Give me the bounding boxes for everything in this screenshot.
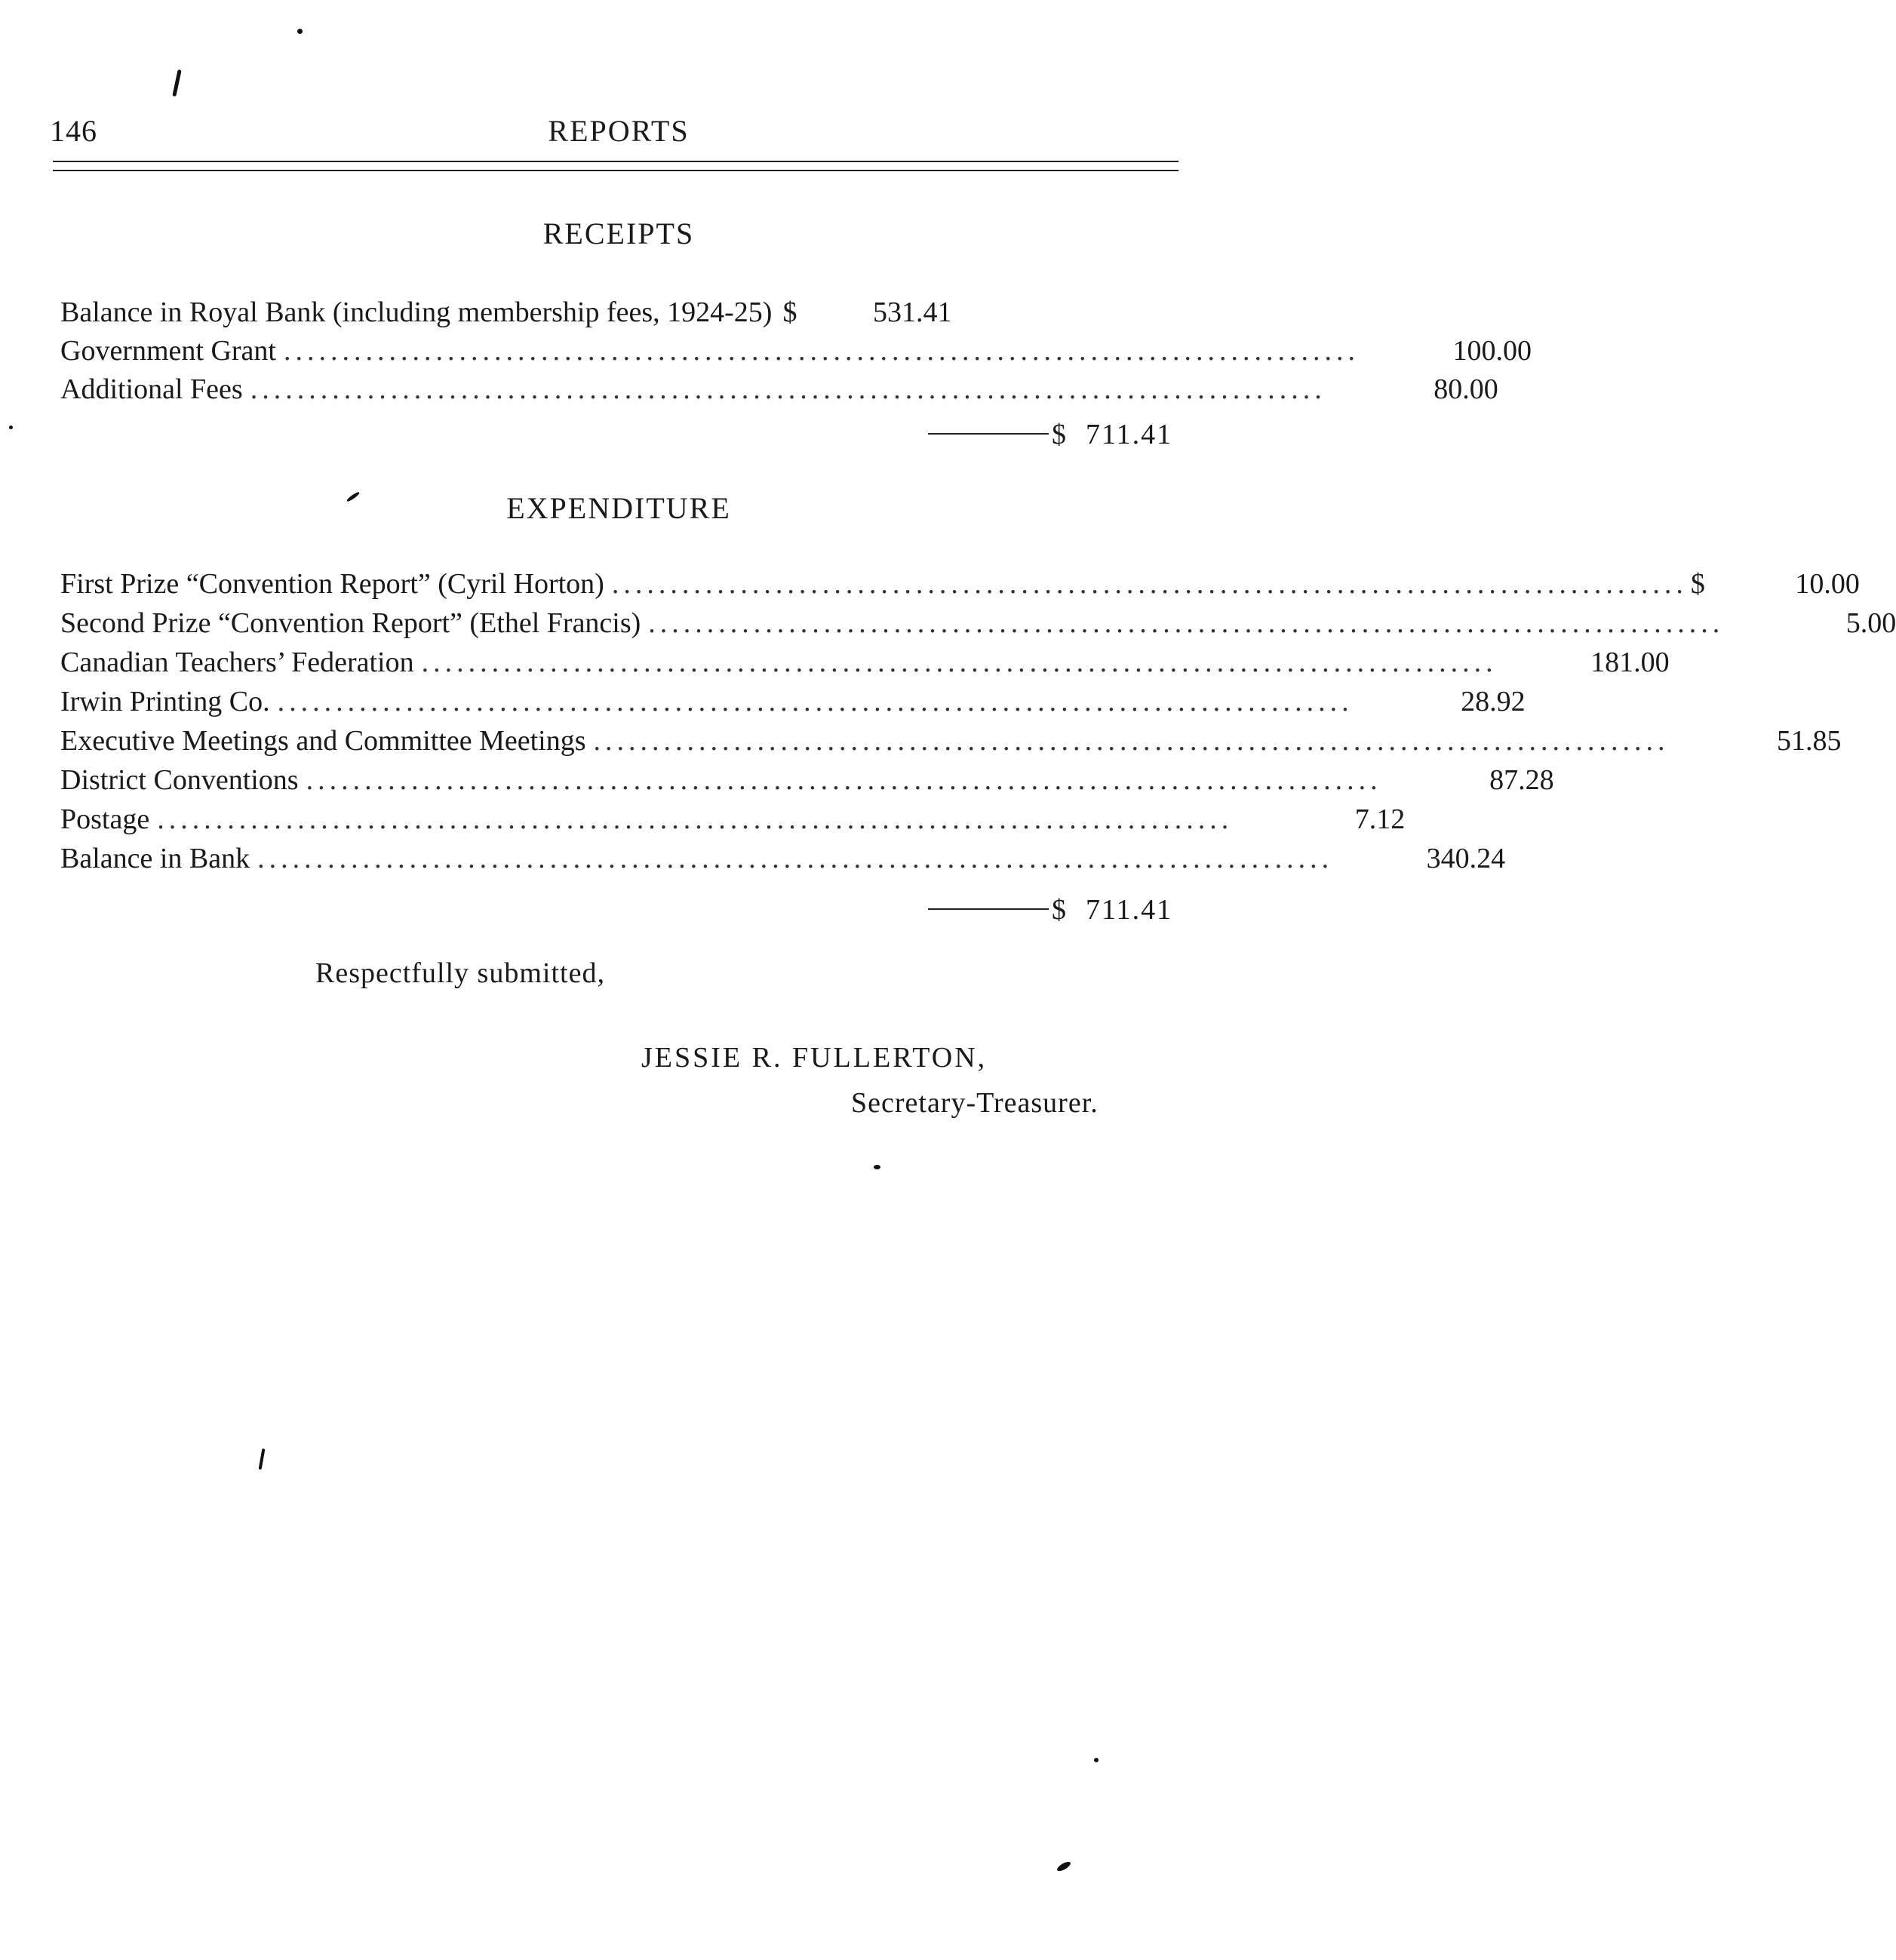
leader-dots: ............................................................................................: [593, 725, 1670, 757]
expenditure-label: Second Prize “Convention Report” (Ethel Francis): [60, 607, 641, 639]
receipts-total: [928, 418, 1177, 456]
expenditure-line: [60, 763, 1554, 801]
expenditure-line: [60, 842, 1506, 880]
expenditure-amount: 51.85: [1777, 725, 1842, 757]
signatory-name: JESSIE R. FULLERTON,: [641, 1042, 988, 1074]
expenditure-line: [60, 803, 1406, 840]
receipt-dollar-sign: $: [782, 296, 797, 328]
total-amount: 711.41: [1086, 894, 1173, 926]
expenditure-amount: 340.24: [1426, 843, 1506, 874]
leader-dots: ............................................................................................: [157, 803, 1234, 835]
expenditure-amount: 10.00: [1795, 568, 1860, 600]
leader-dots: ............................................................................................: [421, 647, 1498, 678]
expenditure-label: District Conventions: [60, 764, 299, 796]
total-rule: [928, 908, 1049, 910]
expenditure-amount: 28.92: [1461, 686, 1526, 717]
expenditure-amount: 7.12: [1354, 803, 1406, 835]
header-double-rule: [53, 161, 1178, 171]
scan-speck: [9, 425, 13, 429]
signatory-title: Secretary-Treasurer.: [851, 1087, 1099, 1119]
expenditure-total: [928, 893, 1177, 931]
scan-speck: [1094, 1758, 1099, 1762]
scan-speck: [172, 69, 181, 97]
leader-dots: ............................................................................................: [257, 843, 1334, 874]
receipt-label: Balance in Royal Bank (including membership fees, 1924-25): [60, 296, 773, 328]
leader-dots: ............................................................................................: [283, 335, 1360, 367]
expenditure-line: [60, 685, 1526, 723]
expenditure-label: First Prize “Convention Report” (Cyril Horton): [60, 568, 604, 600]
expenditure-line: [60, 646, 1670, 684]
receipt-line: [60, 373, 1498, 410]
expenditure-dollar-sign: $: [1690, 568, 1705, 600]
expenditure-heading: EXPENDITURE: [506, 491, 731, 525]
receipt-amount: 531.41: [872, 296, 952, 328]
receipt-label: Additional Fees: [60, 373, 243, 405]
expenditure-label: Canadian Teachers’ Federation: [60, 647, 414, 678]
expenditure-amount: 5.00: [1845, 607, 1896, 639]
total-amount: 711.41: [1086, 419, 1173, 450]
expenditure-line: [60, 724, 1842, 762]
expenditure-amount: 181.00: [1590, 647, 1670, 678]
leader-dots: ............................................................................................: [611, 568, 1688, 600]
expenditure-line: [60, 567, 1860, 605]
leader-dots: ............................................................................................: [648, 607, 1725, 639]
page-number: 146: [50, 114, 97, 148]
receipt-line: [60, 296, 1056, 333]
scan-speck: [874, 1165, 880, 1169]
total-dollar-sign: $: [1052, 419, 1066, 450]
expenditure-line: [60, 607, 1896, 644]
expenditure-amount: 87.28: [1489, 764, 1554, 796]
scan-speck: [1056, 1860, 1071, 1873]
expenditure-label: Balance in Bank: [60, 843, 250, 874]
receipts-heading: RECEIPTS: [542, 217, 695, 250]
leader-dots: ............................................................................................: [277, 686, 1354, 717]
receipt-amount: 80.00: [1434, 373, 1498, 405]
receipt-amount: 100.00: [1452, 335, 1532, 367]
leader-dots: ............................................................................................: [250, 373, 1326, 405]
scan-speck: [297, 29, 303, 34]
scan-speck: [259, 1448, 266, 1470]
leader-dots: ............................................................................................: [306, 764, 1382, 796]
receipt-label: Government Grant: [60, 335, 276, 367]
expenditure-label: Postage: [60, 803, 150, 835]
total-rule: [928, 433, 1049, 435]
running-header-title: REPORTS: [548, 114, 690, 148]
closing-phrase: Respectfully submitted,: [315, 957, 605, 989]
receipt-line: [60, 334, 1532, 372]
expenditure-label: Executive Meetings and Committee Meetings: [60, 725, 586, 757]
expenditure-label: Irwin Printing Co.: [60, 686, 270, 717]
total-dollar-sign: $: [1052, 894, 1066, 926]
